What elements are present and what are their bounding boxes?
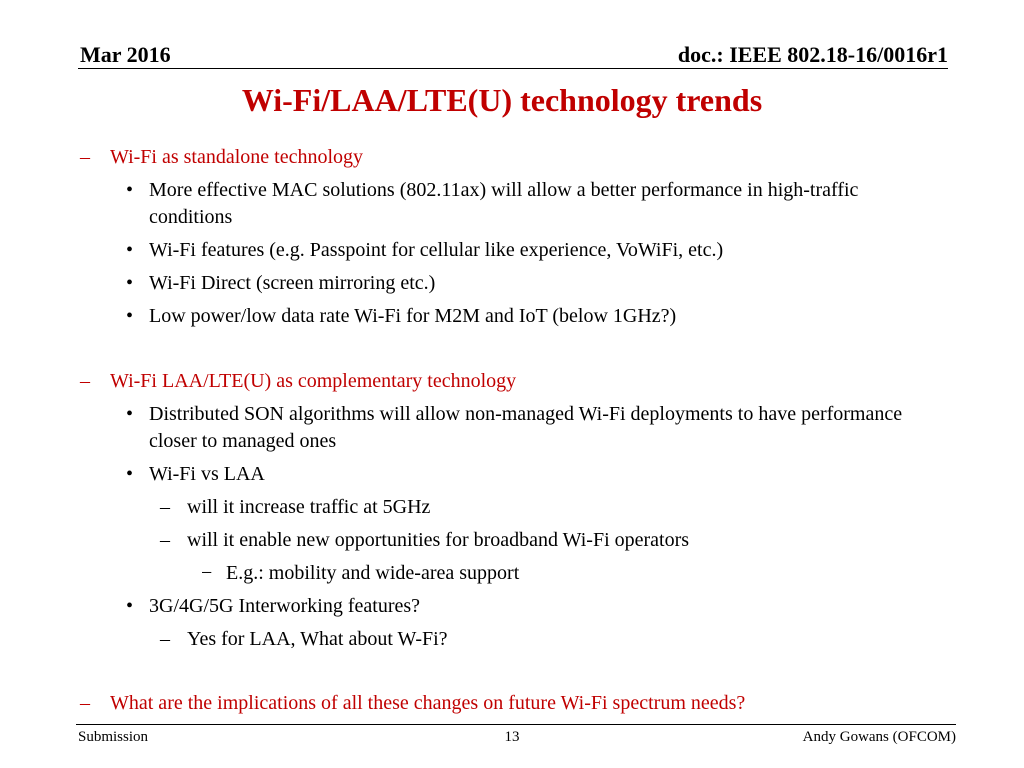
bullet-interworking: 3G/4G/5G Interworking features? xyxy=(149,595,421,617)
header-date: Mar 2016 xyxy=(80,42,171,67)
bullet-wifi-vs-laa: Wi-Fi vs LAA xyxy=(149,463,265,485)
bullet-marker: • xyxy=(126,239,134,261)
footer-page-number: 13 xyxy=(504,729,520,745)
footer-submission: Submission xyxy=(78,729,149,745)
bullet-marker: • xyxy=(126,305,134,327)
bullet-marker: • xyxy=(126,272,134,294)
section-2-heading: Wi-Fi LAA/LTE(U) as complementary technology xyxy=(110,370,517,392)
section-3-heading: What are the implications of all these changes on future Wi-Fi spectrum needs? xyxy=(110,692,746,714)
slide-title: Wi-Fi/LAA/LTE(U) technology trends xyxy=(241,82,763,118)
bullet-mac-solutions: More effective MAC solutions (802.11ax) will allow a better performance in high-traffic xyxy=(149,179,859,201)
sub-item-opportunities: will it enable new opportunities for broadband Wi-Fi operators xyxy=(187,529,690,551)
sub-item-yes-laa: Yes for LAA, What about W-Fi? xyxy=(187,628,448,650)
bullet-son-cont: closer to managed ones xyxy=(149,430,337,452)
bullet-mac-solutions-cont: conditions xyxy=(149,206,233,228)
sub-dash: – xyxy=(160,529,170,551)
section-3-dash: – xyxy=(80,692,90,714)
section-2-dash: – xyxy=(80,370,90,392)
section-1-heading: Wi-Fi as standalone technology xyxy=(110,146,364,168)
bullet-wifi-features: Wi-Fi features (e.g. Passpoint for cellular like experience, VoWiFi, etc.) xyxy=(149,239,724,261)
sub-sub-item-mobility: E.g.: mobility and wide-area support xyxy=(226,562,520,584)
section-1-dash: – xyxy=(80,146,90,168)
bullet-low-power: Low power/low data rate Wi-Fi for M2M and IoT (below 1GHz?) xyxy=(149,305,677,327)
sub-dash: – xyxy=(160,496,170,518)
bullet-son: Distributed SON algorithms will allow non-managed Wi-Fi deployments to have performance xyxy=(149,403,903,425)
sub-item-traffic: will it increase traffic at 5GHz xyxy=(187,496,431,518)
bullet-wifi-direct: Wi-Fi Direct (screen mirroring etc.) xyxy=(149,272,436,294)
sub-sub-minus: − xyxy=(201,562,213,584)
header-doc-id: doc.: IEEE 802.18-16/0016r1 xyxy=(677,42,948,67)
footer-author: Andy Gowans (OFCOM) xyxy=(802,729,956,745)
bullet-marker: • xyxy=(126,179,134,201)
bullet-marker: • xyxy=(126,403,134,425)
bullet-marker: • xyxy=(126,463,134,485)
footer-divider xyxy=(76,724,956,725)
bullet-marker: • xyxy=(126,595,134,617)
sub-dash: – xyxy=(160,628,170,650)
header-divider xyxy=(78,68,948,69)
